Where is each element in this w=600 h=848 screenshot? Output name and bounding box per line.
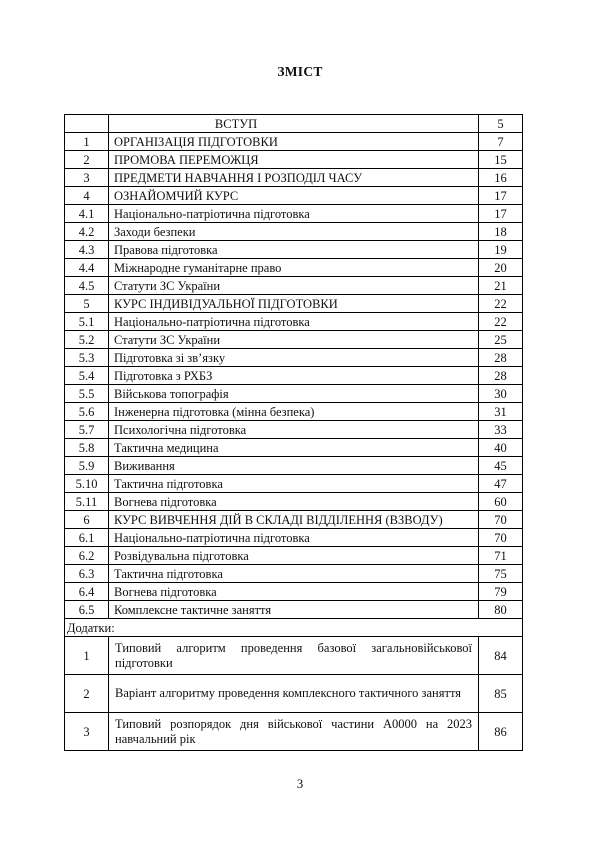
appendix-number: 2 xyxy=(65,675,109,713)
toc-number: 4.4 xyxy=(65,259,109,277)
toc-page: 25 xyxy=(479,331,523,349)
toc-page: 60 xyxy=(479,493,523,511)
toc-row xyxy=(65,493,523,511)
toc-row-intro xyxy=(65,115,523,133)
appendix-title: Типовий розпорядок дня військової частини А0000 на 2023 навчальний рік xyxy=(109,713,479,751)
toc-row xyxy=(65,259,523,277)
toc-row xyxy=(65,439,523,457)
toc-row xyxy=(65,601,523,619)
toc-row xyxy=(65,421,523,439)
appendix-title: Варіант алгоритму проведення комплексного тактичного заняття xyxy=(109,675,479,713)
toc-number: 2 xyxy=(65,151,109,169)
toc-number: 5 xyxy=(65,295,109,313)
toc-row xyxy=(65,241,523,259)
toc-row xyxy=(65,385,523,403)
appendix-label: Додатки: xyxy=(65,619,523,637)
toc-row xyxy=(65,187,523,205)
toc-row xyxy=(65,367,523,385)
toc-title: Національно-патріотична підготовка xyxy=(109,313,479,331)
toc-page: 21 xyxy=(479,277,523,295)
toc-title: Військова топографія xyxy=(109,385,479,403)
toc-number: 6.3 xyxy=(65,565,109,583)
toc-title: КУРС ІНДИВІДУАЛЬНОЇ ПІДГОТОВКИ xyxy=(109,295,479,313)
toc-page: 30 xyxy=(479,385,523,403)
toc-number: 6.1 xyxy=(65,529,109,547)
toc-title: Міжнародне гуманітарне право xyxy=(109,259,479,277)
toc-title: Розвідувальна підготовка xyxy=(109,547,479,565)
toc-row xyxy=(65,403,523,421)
toc-page: 40 xyxy=(479,439,523,457)
appendix-number: 1 xyxy=(65,637,109,675)
toc-number: 6.5 xyxy=(65,601,109,619)
toc-title: Статути ЗС України xyxy=(109,277,479,295)
appendix-title: Типовий алгоритм проведення базової загальновійськової підготовки xyxy=(109,637,479,675)
toc-page: 16 xyxy=(479,169,523,187)
toc-page: 17 xyxy=(479,187,523,205)
toc-number: 3 xyxy=(65,169,109,187)
toc-number: 4.1 xyxy=(65,205,109,223)
toc-number: 4.3 xyxy=(65,241,109,259)
toc-title: ПРЕДМЕТИ НАВЧАННЯ І РОЗПОДІЛ ЧАСУ xyxy=(109,169,479,187)
toc-number: 5.8 xyxy=(65,439,109,457)
toc-row xyxy=(65,313,523,331)
appendix-page: 86 xyxy=(479,713,523,751)
toc-row xyxy=(65,277,523,295)
toc-row xyxy=(65,457,523,475)
toc-number: 5.10 xyxy=(65,475,109,493)
toc-row xyxy=(65,223,523,241)
toc-title: ПРОМОВА ПЕРЕМОЖЦЯ xyxy=(109,151,479,169)
toc-page: 71 xyxy=(479,547,523,565)
toc-number: 6 xyxy=(65,511,109,529)
toc-page: 5 xyxy=(479,115,523,133)
toc-page: 47 xyxy=(479,475,523,493)
toc-title: Вогнева підготовка xyxy=(109,583,479,601)
toc-number: 5.1 xyxy=(65,313,109,331)
toc-page: 79 xyxy=(479,583,523,601)
toc-row xyxy=(65,205,523,223)
toc-title: КУРС ВИВЧЕННЯ ДІЙ В СКЛАДІ ВІДДІЛЕННЯ (ВЗВОДУ) xyxy=(109,511,479,529)
toc-number: 6.4 xyxy=(65,583,109,601)
toc-number: 5.3 xyxy=(65,349,109,367)
toc-number: 5.7 xyxy=(65,421,109,439)
toc-page: 31 xyxy=(479,403,523,421)
toc-row xyxy=(65,475,523,493)
toc-number: 5.11 xyxy=(65,493,109,511)
toc-title: Правова підготовка xyxy=(109,241,479,259)
toc-page: 33 xyxy=(479,421,523,439)
appendix-page: 85 xyxy=(479,675,523,713)
toc-title: ОРГАНІЗАЦІЯ ПІДГОТОВКИ xyxy=(109,133,479,151)
toc-title: Інженерна підготовка (мінна безпека) xyxy=(109,403,479,421)
toc-page: 7 xyxy=(479,133,523,151)
toc-title: ОЗНАЙОМЧИЙ КУРС xyxy=(109,187,479,205)
toc-number: 5.6 xyxy=(65,403,109,421)
appendix-header-row xyxy=(65,619,523,637)
toc-number: 4.2 xyxy=(65,223,109,241)
toc-page: 70 xyxy=(479,529,523,547)
toc-number xyxy=(65,115,109,133)
appendix-row xyxy=(65,675,523,713)
toc-row xyxy=(65,169,523,187)
toc-title: Виживання xyxy=(109,457,479,475)
appendix-row xyxy=(65,713,523,751)
appendix-row xyxy=(65,637,523,675)
toc-title: Національно-патріотична підготовка xyxy=(109,529,479,547)
toc-title: Вогнева підготовка xyxy=(109,493,479,511)
toc-row xyxy=(65,565,523,583)
toc-page: 80 xyxy=(479,601,523,619)
toc-title: Тактична медицина xyxy=(109,439,479,457)
toc-row xyxy=(65,349,523,367)
toc-title: Підготовка зі зв’язку xyxy=(109,349,479,367)
toc-row xyxy=(65,331,523,349)
toc-page: 75 xyxy=(479,565,523,583)
appendix-number: 3 xyxy=(65,713,109,751)
toc-title: Підготовка з РХБЗ xyxy=(109,367,479,385)
toc-title: Заходи безпеки xyxy=(109,223,479,241)
toc-page: 22 xyxy=(479,313,523,331)
toc-page: 18 xyxy=(479,223,523,241)
toc-number: 6.2 xyxy=(65,547,109,565)
toc-page: 20 xyxy=(479,259,523,277)
toc-row xyxy=(65,133,523,151)
table-of-contents xyxy=(64,114,523,751)
toc-number: 5.4 xyxy=(65,367,109,385)
toc-page: 19 xyxy=(479,241,523,259)
toc-number: 1 xyxy=(65,133,109,151)
toc-title: Комплексне тактичне заняття xyxy=(109,601,479,619)
toc-page: 70 xyxy=(479,511,523,529)
toc-row xyxy=(65,547,523,565)
toc-title: ВСТУП xyxy=(109,115,479,133)
toc-number: 4.5 xyxy=(65,277,109,295)
page-title: ЗМІСТ xyxy=(277,64,323,79)
toc-page: 15 xyxy=(479,151,523,169)
toc-number: 5.9 xyxy=(65,457,109,475)
toc-row xyxy=(65,583,523,601)
toc-title: Психологічна підготовка xyxy=(109,421,479,439)
toc-title: Національно-патріотична підготовка xyxy=(109,205,479,223)
toc-page: 45 xyxy=(479,457,523,475)
toc-row xyxy=(65,295,523,313)
toc-row xyxy=(65,151,523,169)
toc-page: 17 xyxy=(479,205,523,223)
toc-page: 22 xyxy=(479,295,523,313)
page-number: 3 xyxy=(296,776,304,791)
toc-page: 28 xyxy=(479,349,523,367)
toc-number: 5.5 xyxy=(65,385,109,403)
toc-title: Тактична підготовка xyxy=(109,565,479,583)
toc-title: Статути ЗС України xyxy=(109,331,479,349)
toc-page: 28 xyxy=(479,367,523,385)
toc-number: 4 xyxy=(65,187,109,205)
appendix-page: 84 xyxy=(479,637,523,675)
toc-title: Тактична підготовка xyxy=(109,475,479,493)
toc-number: 5.2 xyxy=(65,331,109,349)
toc-row xyxy=(65,529,523,547)
toc-row xyxy=(65,511,523,529)
